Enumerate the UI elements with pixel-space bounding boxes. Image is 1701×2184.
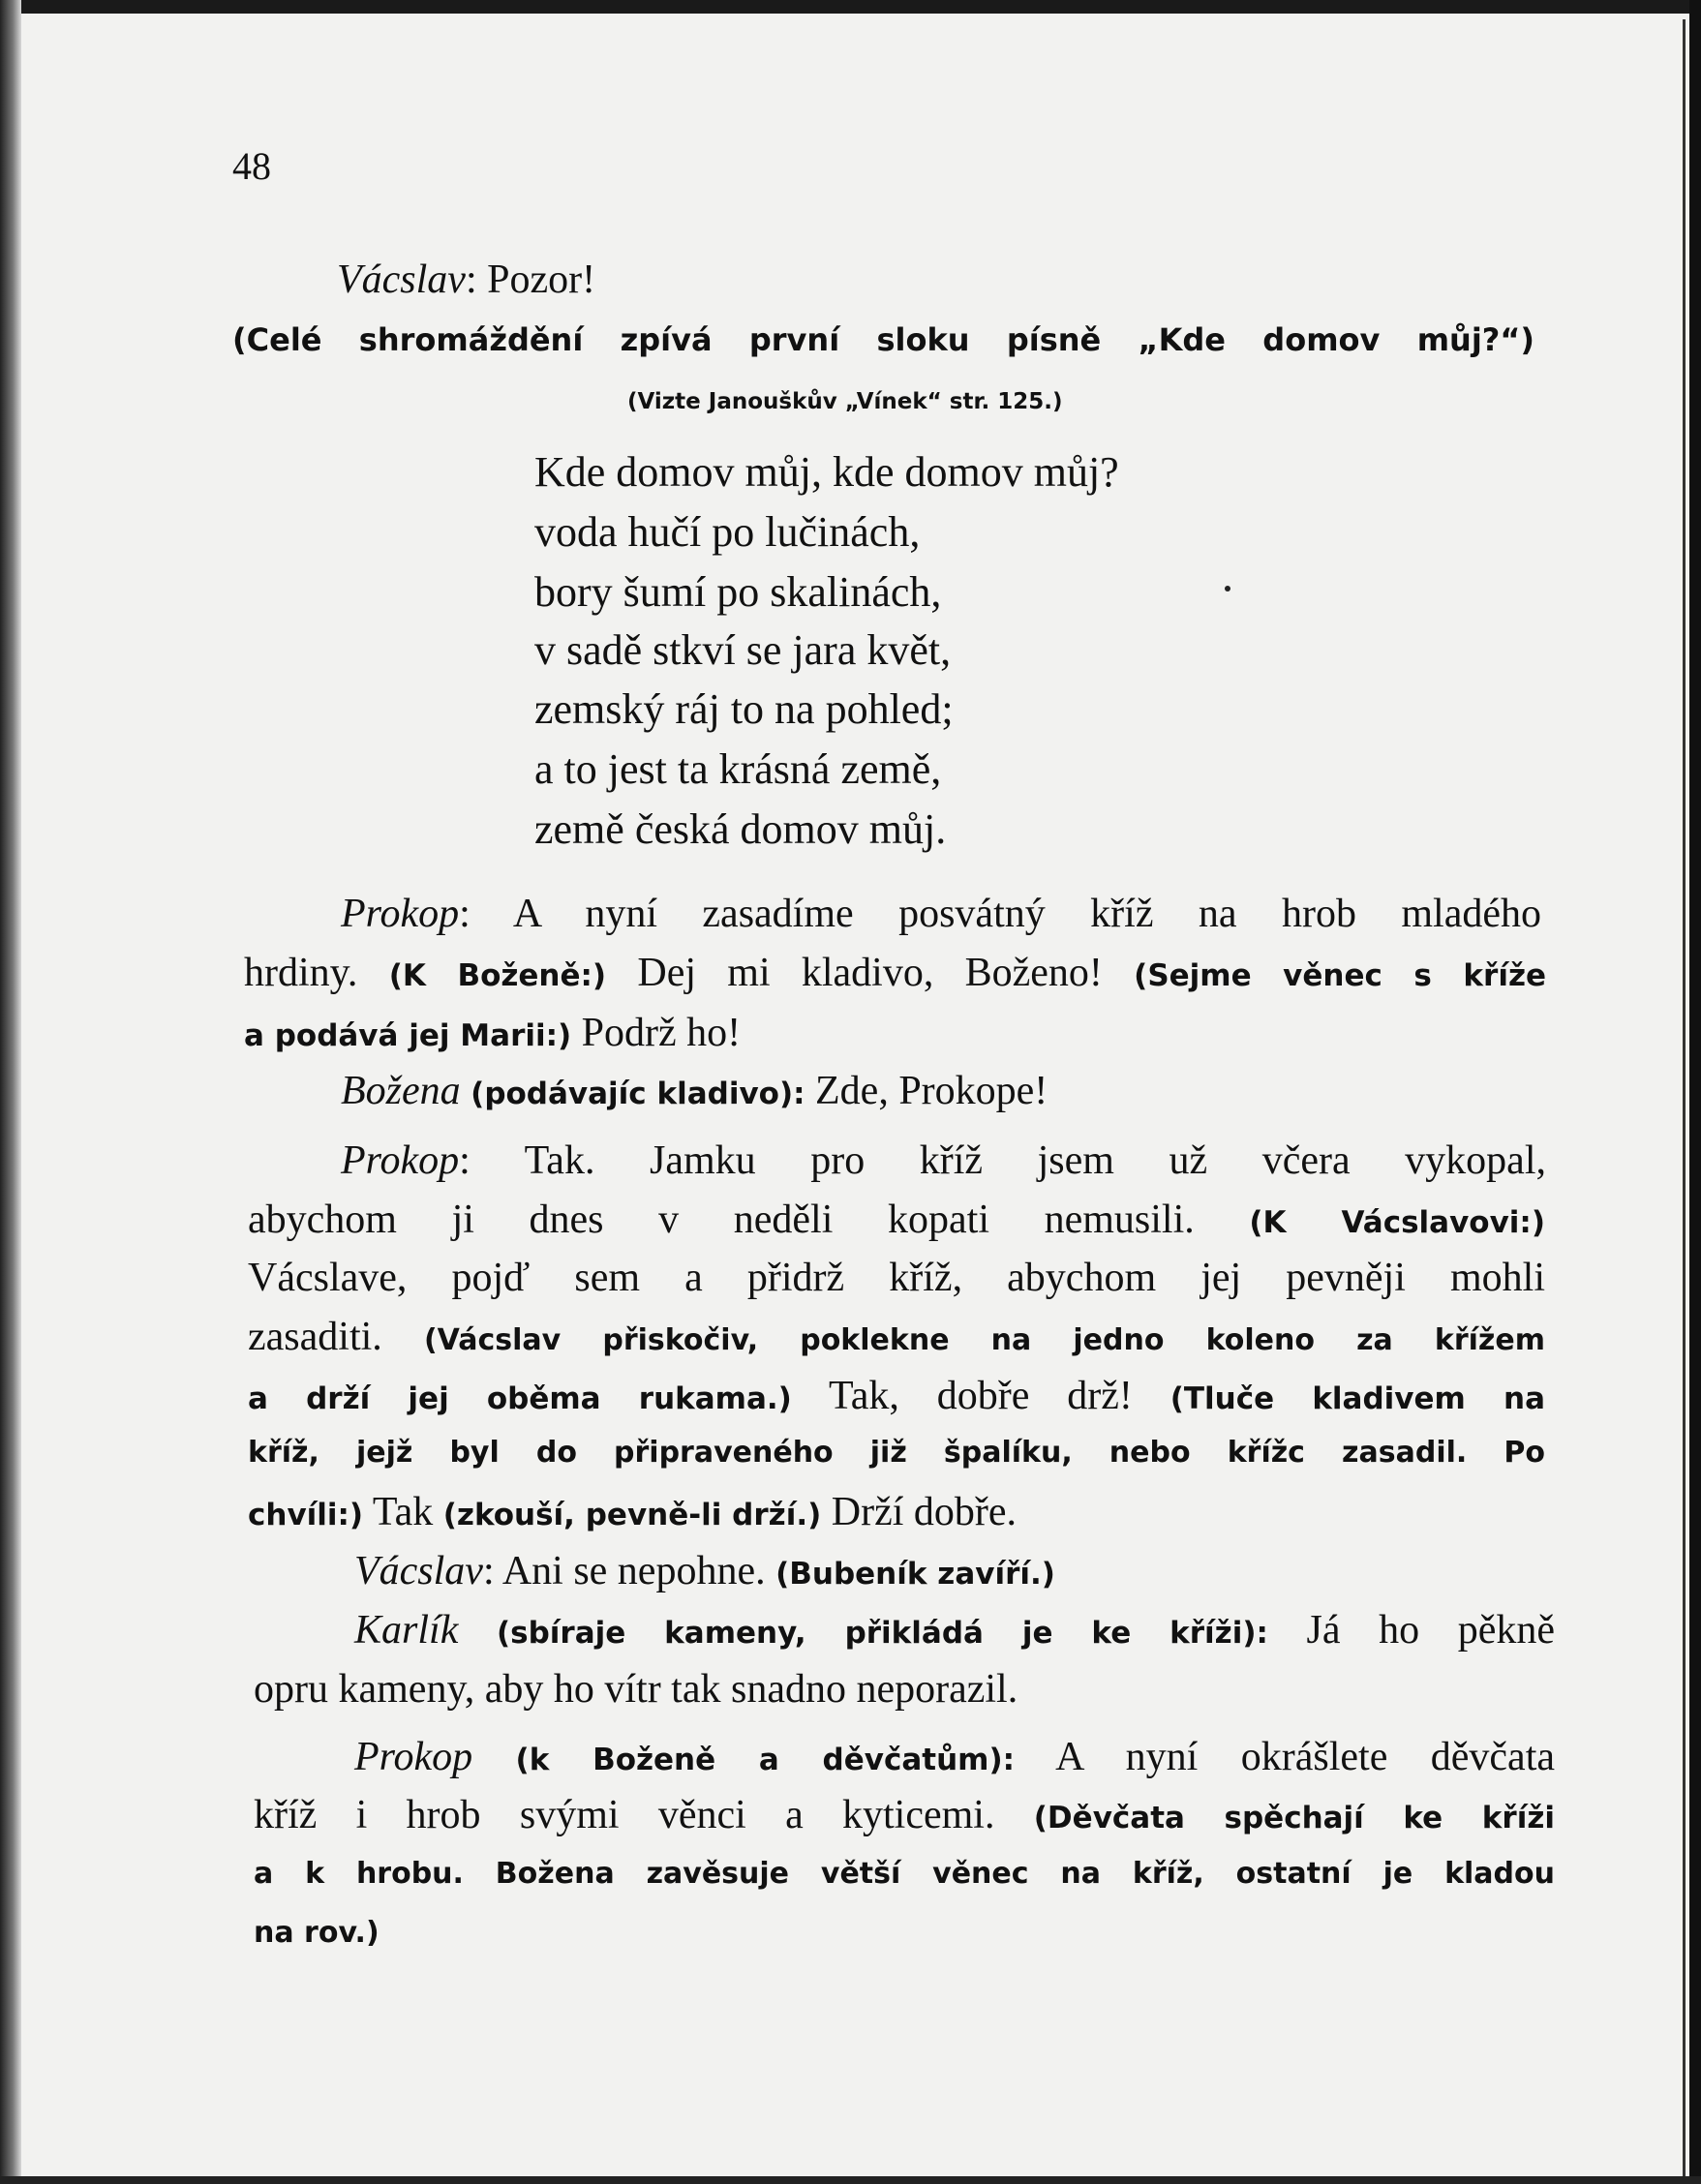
song-line-7: země česká domov můj. (534, 805, 947, 853)
stage-direction: (Bubeník zavíří.) (775, 1557, 1055, 1592)
dialogue-line: Vácslave, pojď sem a přidrž kříž, abychom jej pevněji mohli (248, 1256, 1545, 1300)
speech-text: Ani se nepohne. (501, 1549, 766, 1593)
stage-direction: (Celé shromáždění zpívá první sloku písně „Kde domov můj?“) (232, 321, 1534, 358)
speech-text: Zde, Prokope! (815, 1069, 1048, 1113)
stage-direction: (Vácslav přiskočiv, poklekne na jedno koleno za křížem (423, 1323, 1545, 1357)
dialogue-line (341, 1063, 1643, 1122)
dialogue-line (354, 1602, 1555, 1661)
speech-text: Pozor! (487, 258, 596, 302)
speech-text: hrdiny. (244, 951, 358, 995)
dialogue-line (254, 1787, 1555, 1846)
print-speck (1225, 586, 1230, 592)
speaker-name: Prokop (341, 1138, 460, 1183)
song-line-2: voda hučí po lučinách, (534, 508, 921, 556)
speech-text: Tak (372, 1490, 434, 1534)
speech-text: A nyní okrášlete děvčata (1055, 1735, 1556, 1779)
stage-direction: (K Boženě:) (388, 958, 607, 993)
speech-text: abychom ji dnes v neděli kopati nemusili. (248, 1198, 1195, 1242)
speaker-name: Prokop (341, 892, 460, 936)
dialogue-line (248, 1484, 1550, 1543)
dialogue-line: Vácslav: Ani se nepohne. (Bubeník zavíří.) (354, 1549, 1055, 1593)
song-line-4: v sadě stkví se jara květ, (534, 626, 952, 674)
speaker-name: Prokop (354, 1735, 473, 1779)
speaker-name: Božena (341, 1069, 461, 1113)
speech-text: Tak, dobře drž! (828, 1374, 1133, 1418)
speech-text: Já ho pěkně (1306, 1608, 1556, 1653)
dialogue-line (244, 1005, 1546, 1064)
song-line-1: Kde domov můj, kde domov můj? (534, 448, 1119, 496)
stage-direction: na rov.) (254, 1916, 380, 1950)
stage-direction: (podávajíc kladivo): (471, 1077, 805, 1111)
speech-text: zasaditi. (248, 1315, 382, 1359)
header-line: Vácslav: Pozor! (337, 258, 596, 302)
song-line-3: bory šumí po skalinách, (534, 568, 942, 616)
speech-text: Tak. Jamku pro kříž jsem už včera vykopal, (524, 1138, 1546, 1183)
stage-direction: a drží jej oběma rukama.) (248, 1381, 792, 1416)
stage-direction: a k hrobu. Božena zavěsuje větší věnec na kříž, ostatní je kladou (254, 1857, 1555, 1891)
speaker-name: Vácslav (354, 1549, 483, 1593)
speech-text: Dej mi kladivo, Boženo! (637, 951, 1103, 995)
stage-direction: a podává jej Marii:) (244, 1018, 572, 1053)
speech-text: Drží dobře. (831, 1490, 1018, 1534)
song-line-6: a to jest ta krásná země, (534, 745, 942, 793)
stage-direction: (K Vácslavovi:) (1249, 1205, 1545, 1240)
speech-text: Podrž ho! (581, 1011, 742, 1055)
dialogue-line (248, 1192, 1545, 1251)
stage-direction: (k Boženě a děvčatům): (515, 1743, 1016, 1777)
stage-direction: (Děvčata spěchají ke kříži (1033, 1801, 1555, 1835)
dialogue-line (248, 1309, 1545, 1369)
stage-direction: (zkouší, pevně-li drží.) (442, 1498, 822, 1532)
speech-text: kříž i hrob svými věnci a kyticemi. (254, 1793, 995, 1837)
dialogue-line: Prokop: A nyní zasadíme posvátný kříž na hrob mladého (341, 892, 1541, 936)
speech-text: A nyní zasadíme posvátný kříž na hrob mladého (512, 892, 1541, 936)
page-number: 48 (232, 144, 271, 188)
speaker-name: Karlík (354, 1608, 459, 1653)
song-line-5: zemský ráj to na pohled; (534, 685, 954, 733)
song-reference: (Vizte Janouškův „Vínek“ str. 125.) (627, 389, 1063, 414)
dialogue-line (248, 1368, 1545, 1427)
dialogue-line: Prokop: Tak. Jamku pro kříž jsem už včera vykopal, (341, 1138, 1546, 1183)
stage-direction: chvíli:) (248, 1498, 364, 1532)
dialogue-line (244, 945, 1546, 1004)
stage-direction: kříž, jejž byl do připraveného již špalíku, nebo křížc zasadil. Po (248, 1436, 1545, 1470)
dialogue-line (354, 1729, 1555, 1788)
stage-direction: (sbíraje kameny, přikládá je ke kříži): (496, 1616, 1268, 1651)
speaker-name: Vácslav (337, 258, 466, 302)
dialogue-line: opru kameny, aby ho vítr tak snadno neporazil. (254, 1667, 1018, 1712)
stage-direction: (Sejme věnec s kříže (1134, 958, 1547, 993)
stage-direction: (Tluče kladivem na (1169, 1381, 1545, 1416)
